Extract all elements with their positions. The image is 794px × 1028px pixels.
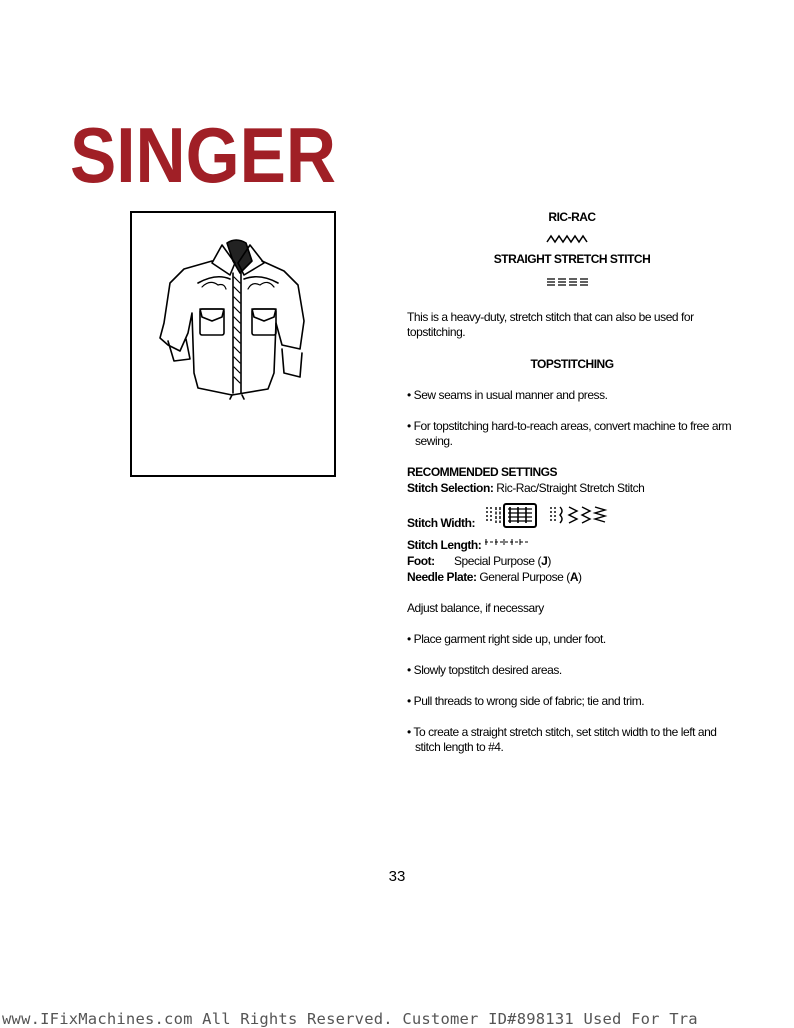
foot-value: Special Purpose ( bbox=[454, 554, 542, 568]
stitch-length-label: Stitch Length: bbox=[407, 538, 482, 552]
stitch-selection-row bbox=[407, 481, 737, 496]
stitch-width-icon bbox=[485, 503, 609, 529]
logo-text: SINGER bbox=[70, 115, 336, 190]
stitch-selection-value: Ric-Rac/Straight Stretch Stitch bbox=[496, 481, 645, 495]
stitch-width-label: Stitch Width: bbox=[407, 516, 476, 530]
needle-plate-row bbox=[407, 570, 737, 585]
singer-logo bbox=[70, 115, 340, 190]
footer-watermark: www.IFixMachines.com All Rights Reserved. Customer ID#898131 Used For Tra bbox=[2, 1010, 698, 1028]
stitch-length-icon bbox=[484, 537, 530, 547]
page-number: 33 bbox=[388, 868, 406, 885]
shirt-illustration-icon bbox=[132, 213, 338, 479]
bullet-free-arm: • For topstitching hard-to-reach areas, convert machine to free arm sewing. bbox=[407, 419, 732, 448]
shirt-figure bbox=[130, 211, 336, 477]
stitch-length-row bbox=[407, 538, 737, 553]
bullet-straight-stretch: • To create a straight stretch stitch, set stitch width to the left and stitch length to #4. bbox=[407, 725, 717, 754]
bullet-place-garment: • Place garment right side up, under foot. bbox=[407, 632, 606, 646]
foot-row bbox=[407, 554, 737, 569]
topstitching-heading: TOPSTITCHING bbox=[530, 357, 614, 371]
needle-plate-close: ) bbox=[578, 570, 582, 584]
stitch-selection-label: Stitch Selection: bbox=[407, 481, 494, 495]
stitch-title-straight-stretch: STRAIGHT STRETCH STITCH bbox=[493, 252, 651, 266]
stitch-intro: This is a heavy-duty, stretch stitch that can also be used for topstitching. bbox=[407, 310, 694, 339]
needle-plate-letter: A bbox=[569, 570, 579, 584]
bullet-sew-seams: • Sew seams in usual manner and press. bbox=[407, 388, 608, 402]
adjust-balance: Adjust balance, if necessary bbox=[407, 601, 544, 615]
bullet-slowly-topstitch: • Slowly topstitch desired areas. bbox=[407, 663, 562, 677]
stitch-title-ricrac: RIC-RAC bbox=[548, 210, 596, 224]
needle-plate-label: Needle Plate: bbox=[407, 570, 477, 584]
foot-letter: J bbox=[541, 554, 548, 568]
foot-label: Foot: bbox=[407, 554, 435, 568]
foot-close: ) bbox=[547, 554, 551, 568]
stitch-width-row bbox=[407, 503, 737, 531]
bullet-pull-threads: • Pull threads to wrong side of fabric; tie and trim. bbox=[407, 694, 645, 708]
ricrac-stitch-icon bbox=[546, 234, 590, 244]
needle-plate-value: General Purpose ( bbox=[479, 570, 570, 584]
settings-heading: RECOMMENDED SETTINGS bbox=[407, 465, 558, 479]
straight-stretch-stitch-icon bbox=[546, 277, 590, 287]
